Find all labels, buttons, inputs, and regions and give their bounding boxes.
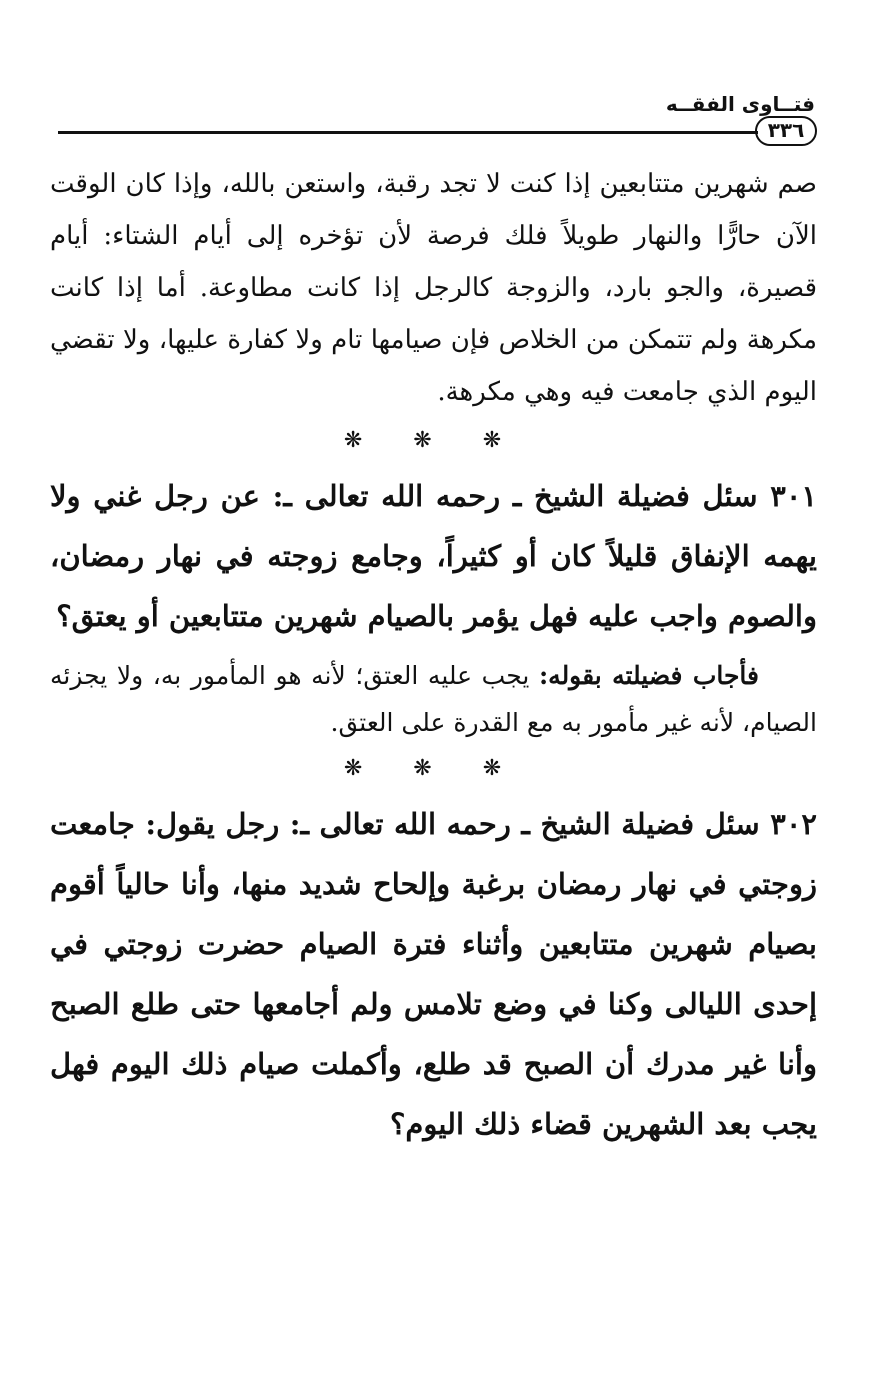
header-rule	[58, 131, 758, 134]
page-number: ٣٣٦	[755, 116, 817, 146]
continued-answer-paragraph: صم شهرين متتابعين إذا كنت لا تجد رقبة، واستعن بالله، وإذا كان الوقت الآن حارًّا والنهار طويلاً فلك فرصة لأن تؤخره إلى أيام الشتاء: أيام قصيرة، والجو بارد، والزوجة كالرجل إذا كانت مطاوعة. أما إذا كانت مكرهة ولم تتمكن من الخلاص فإن صيامها تام ولا كفارة عليها، ولا تقضي اليوم الذي جامعت فيه وهي مكرهة.	[50, 169, 817, 407]
answer-301-lead: فأجاب فضيلته بقوله:	[538, 661, 760, 690]
section-separator: ❋ ❋ ❋	[343, 756, 524, 781]
question-301: ٣٠١ سئل فضيلة الشيخ ـ رحمه الله تعالى ـ: عن رجل غني ولا يهمه الإنفاق قليلاً كان أو كثيراً، وجامع زوجته في نهار رمضان، والصوم واجب عليه فهل يؤمر بالصيام شهرين متتابعين أو يعتق؟	[50, 479, 817, 633]
page-body	[50, 158, 817, 1154]
question-302: ٣٠٢ سئل فضيلة الشيخ ـ رحمه الله تعالى ـ: رجل يقول: جامعت زوجتي في نهار رمضان برغبة وإلحاح شديد منها، وأنا حالياً أقوم بصيام شهرين متتابعين وأثناء فترة الصيام حضرت زوجتي في إحدى الليالى وكنا في وضع تلامس ولم أجامعها حتى طلع الصبح وأنا غير مدرك أن الصبح قد طلع، وأكملت صيام ذلك اليوم فهل يجب بعد الشهرين قضاء ذلك اليوم؟	[50, 807, 817, 1141]
answer-301	[50, 652, 817, 746]
section-separator: ❋ ❋ ❋	[343, 428, 524, 453]
running-title: فتــاوى الفقــه	[665, 92, 815, 116]
answer-301-body: يجب عليه العتق؛ لأنه هو المأمور به، ولا يجزئه الصيام، لأنه غير مأمور به مع القدرة على العتق.	[50, 661, 817, 737]
